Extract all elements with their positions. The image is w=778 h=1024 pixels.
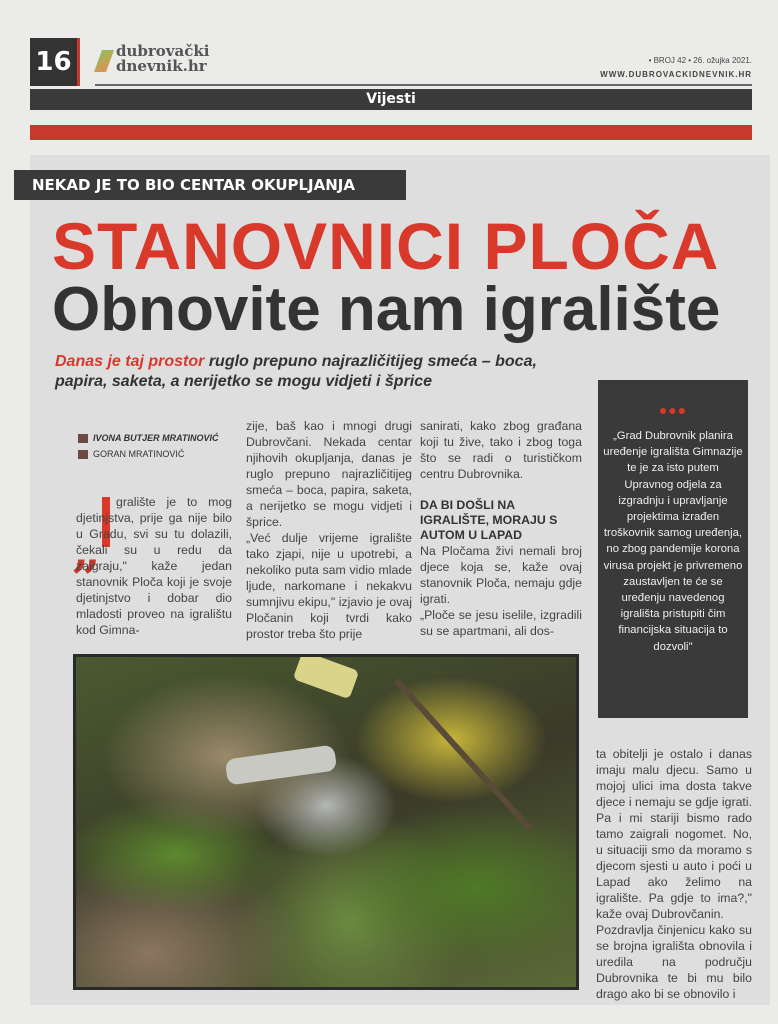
- logo-text: dnevnik.hr: [116, 57, 207, 75]
- paragraph: zije, baš kao i mnogi drugi Dubrovčani. Nekada centar njihovih okupljanja, danas je ruglo prepuno najrazličitijeg smeća – boca, papira, saketa, a nerijetko se mogu vidjeti i šprice.: [246, 419, 412, 529]
- paragraph: ta obitelji je ostalo i danas imaju malu djecu. Samo u mojoj ulici ima dosta takve djece i nemaju se gdje igrati. Pa i mi stariji bismo rado tamo zaigrali nogomet. No, u situaciji smo da moramo s djecom sjesti u auto i poći u Lapad ako želimo na igralište. Pa gdje to ima?," kaže ovaj Dubrovčanin.: [596, 747, 752, 921]
- photo-detail: [394, 678, 532, 831]
- paragraph: gralište je to mog djetinjstva, prije ga nije bilo u Gradu, svi su tu dolazili, čekali su u redu da zaigraju," kaže jedan stanovnik Ploča koji je svoje djetinjstvo i dobar dio mladosti proveo na igralištu kod Gimna-: [76, 495, 232, 637]
- author: IVONA BUTJER MRATINOVIĆ: [93, 433, 219, 443]
- subheadline: [55, 352, 585, 392]
- paragraph: Na Pločama živi nemali broj djece koja se, kaže ovaj stanovnik Ploča, nemaju gdje igrati.: [420, 544, 582, 606]
- headline: Obnovite nam igralište: [52, 275, 721, 344]
- paragraph: sanirati, kako zbog građana koji tu žive, tako i zbog toga što se radi o turističkom centru Dubrovnika.: [420, 419, 582, 481]
- pull-quote: [598, 380, 748, 718]
- logo-text: dubrovački: [116, 42, 210, 60]
- article-photo: [73, 654, 579, 990]
- dots-icon: ●●●: [658, 402, 688, 418]
- subhead-lead: Danas je taj prostor: [55, 353, 205, 370]
- photo-detail: [225, 744, 338, 785]
- byline: [78, 430, 219, 462]
- subheading: DA BI DOŠLI NA IGRALIŠTE, MORAJU S AUTOM U LAPAD: [420, 498, 558, 542]
- quote-mark: „: [72, 520, 101, 579]
- camera-icon: [78, 450, 88, 459]
- website: WWW.DUBROVACKIDNEVNIK.HR: [600, 70, 752, 79]
- red-bar: [30, 125, 752, 140]
- pencil-icon: [78, 434, 88, 443]
- headline-red: STANOVNICI PLOČA: [52, 209, 720, 283]
- kicker: NEKAD JE TO BIO CENTAR OKUPLJANJA: [14, 170, 406, 200]
- paragraph: „Ploče se jesu iselile, izgradili su se apartmani, ali dos-: [420, 608, 582, 638]
- photo-detail: [293, 654, 360, 699]
- paragraph: „Već dulje vrijeme igralište tako zjapi, nije u upotrebi, a nekoliko puta sam vidio mlade ljude, narkomane i nekakvu sumnjivu ekipu," izjavio je ovaj Pločanin koji tvrdi kako prostor treba što prije: [246, 531, 412, 641]
- issue-info: • BROJ 42 • 26. ožujka 2021.: [648, 56, 752, 65]
- column-1: [76, 494, 232, 638]
- column-3: [420, 418, 582, 639]
- section-bar: Vijesti: [30, 89, 752, 110]
- column-4: [596, 746, 752, 1002]
- column-2: [246, 418, 412, 642]
- photographer: GORAN MRATINOVIĆ: [93, 449, 185, 459]
- logo: [96, 44, 226, 80]
- pull-quote-text: „Grad Dubrovnik planira uređenje igrališta Gimnazije te je za isto putem Upravnog odjela za izgradnju i upravljanje projektima izrađen troškovnik samog uređenja, no zbog pandemije korona virusa projekt je privremeno zaustavljen te će se uređenju navedenog igrališta pristupiti čim financijska situacija to dozvoli": [603, 430, 743, 653]
- paragraph: Pozdravlja činjenicu kako su se brojna igrališta obnovila i uredila na području Dubrovnika te bi mu bilo drago ako bi se obnovilo i: [596, 923, 752, 1001]
- page-number: 16: [30, 38, 80, 86]
- subhead-text: ruglo prepuno najrazličitijeg smeća – boca, papira, saketa, a nerijetko se mogu vidjeti i šprice: [55, 353, 537, 390]
- divider: [95, 84, 752, 86]
